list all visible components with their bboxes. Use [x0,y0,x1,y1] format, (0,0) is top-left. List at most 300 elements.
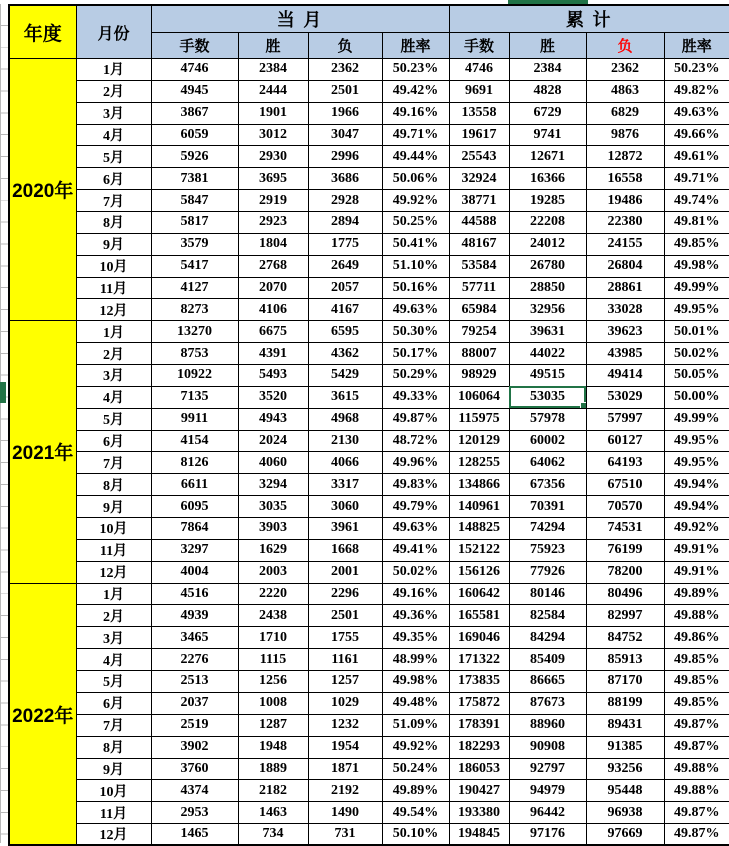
data-cell[interactable]: 3902 [151,736,238,758]
data-cell[interactable]: 48.72% [382,430,449,452]
month-cell[interactable]: 11月 [76,802,151,824]
data-cell[interactable]: 49.87% [664,714,729,736]
data-cell[interactable]: 80146 [509,583,586,605]
month-cell[interactable]: 12月 [76,824,151,846]
data-cell[interactable]: 49.33% [382,386,449,408]
data-cell[interactable]: 26804 [586,255,664,277]
data-cell[interactable]: 49.66% [664,124,729,146]
month-cell[interactable]: 9月 [76,233,151,255]
data-cell[interactable]: 1257 [308,671,382,693]
data-cell[interactable]: 77926 [509,561,586,583]
data-cell[interactable]: 4362 [308,343,382,365]
data-cell[interactable]: 49.83% [382,474,449,496]
data-cell[interactable]: 49.96% [382,452,449,474]
data-cell[interactable]: 2384 [509,59,586,81]
data-cell[interactable]: 2001 [308,561,382,583]
data-cell[interactable]: 49.98% [664,255,729,277]
data-cell[interactable]: 88199 [586,692,664,714]
data-cell[interactable]: 50.16% [382,277,449,299]
data-cell[interactable]: 28861 [586,277,664,299]
data-cell[interactable]: 49.85% [664,233,729,255]
data-cell[interactable]: 22380 [586,212,664,234]
data-cell[interactable]: 193380 [449,802,509,824]
data-cell[interactable]: 44022 [509,343,586,365]
data-cell[interactable]: 49.88% [664,780,729,802]
year-cell[interactable]: 2021年 [9,321,76,583]
data-cell[interactable]: 169046 [449,627,509,649]
data-cell[interactable]: 2384 [238,59,308,81]
data-cell[interactable]: 3867 [151,102,238,124]
data-cell[interactable]: 50.30% [382,321,449,343]
month-cell[interactable]: 5月 [76,146,151,168]
month-cell[interactable]: 7月 [76,190,151,212]
data-cell[interactable]: 4968 [308,408,382,430]
month-cell[interactable]: 4月 [76,124,151,146]
data-cell[interactable]: 49.91% [664,539,729,561]
month-cell[interactable]: 12月 [76,561,151,583]
group-header-cumulative[interactable]: 累 计 [449,5,729,33]
data-cell[interactable]: 19285 [509,190,586,212]
data-cell[interactable]: 79254 [449,321,509,343]
year-cell[interactable]: 2022年 [9,583,76,845]
data-cell[interactable]: 6675 [238,321,308,343]
data-cell[interactable]: 95448 [586,780,664,802]
data-cell[interactable]: 734 [238,824,308,846]
data-cell[interactable]: 49.85% [664,671,729,693]
data-cell[interactable]: 24012 [509,233,586,255]
data-cell[interactable]: 49.99% [664,277,729,299]
data-cell[interactable]: 4060 [238,452,308,474]
data-cell[interactable]: 2276 [151,649,238,671]
data-cell[interactable]: 48.99% [382,649,449,671]
data-cell[interactable]: 1463 [238,802,308,824]
data-cell[interactable]: 76199 [586,539,664,561]
data-cell[interactable]: 2024 [238,430,308,452]
data-cell[interactable]: 2501 [308,605,382,627]
current-winrate-header[interactable]: 胜率 [382,33,449,59]
data-cell[interactable]: 85913 [586,649,664,671]
data-cell[interactable]: 50.10% [382,824,449,846]
data-cell[interactable]: 28850 [509,277,586,299]
data-cell[interactable]: 49.82% [664,80,729,102]
data-cell[interactable]: 2930 [238,146,308,168]
data-cell[interactable]: 49.94% [664,496,729,518]
data-cell[interactable]: 182293 [449,736,509,758]
data-cell[interactable]: 93256 [586,758,664,780]
data-cell[interactable]: 3060 [308,496,382,518]
data-cell[interactable]: 160642 [449,583,509,605]
data-cell[interactable]: 44588 [449,212,509,234]
data-cell[interactable]: 49.92% [382,190,449,212]
data-cell[interactable]: 4167 [308,299,382,321]
data-cell[interactable]: 49.95% [664,452,729,474]
data-cell[interactable]: 49.48% [382,692,449,714]
data-cell[interactable]: 120129 [449,430,509,452]
data-cell[interactable]: 1710 [238,627,308,649]
data-cell[interactable]: 91385 [586,736,664,758]
data-cell[interactable]: 49.85% [664,649,729,671]
data-cell[interactable]: 88007 [449,343,509,365]
data-cell[interactable]: 3012 [238,124,308,146]
data-cell[interactable]: 10922 [151,365,238,387]
data-cell[interactable]: 49.92% [382,736,449,758]
data-cell[interactable]: 4127 [151,277,238,299]
month-cell[interactable]: 6月 [76,692,151,714]
data-cell[interactable]: 5429 [308,365,382,387]
data-cell[interactable]: 4066 [308,452,382,474]
data-cell[interactable]: 128255 [449,452,509,474]
data-cell[interactable]: 49.63% [664,102,729,124]
data-cell[interactable]: 3294 [238,474,308,496]
data-cell[interactable]: 2037 [151,692,238,714]
data-cell[interactable]: 1954 [308,736,382,758]
current-wins-header[interactable]: 胜 [238,33,308,59]
data-cell[interactable]: 178391 [449,714,509,736]
data-cell[interactable]: 9691 [449,80,509,102]
data-cell[interactable]: 49.36% [382,605,449,627]
data-cell[interactable]: 186053 [449,758,509,780]
data-cell[interactable]: 171322 [449,649,509,671]
data-cell[interactable]: 1804 [238,233,308,255]
data-cell[interactable]: 53035 [509,386,586,408]
data-cell[interactable]: 49.88% [664,605,729,627]
data-cell[interactable]: 1161 [308,649,382,671]
data-cell[interactable]: 51.10% [382,255,449,277]
data-cell[interactable]: 94979 [509,780,586,802]
data-cell[interactable]: 50.02% [664,343,729,365]
data-cell[interactable]: 49.35% [382,627,449,649]
data-cell[interactable]: 152122 [449,539,509,561]
month-cell[interactable]: 11月 [76,277,151,299]
data-cell[interactable]: 49515 [509,365,586,387]
data-cell[interactable]: 8273 [151,299,238,321]
month-cell[interactable]: 3月 [76,627,151,649]
data-cell[interactable]: 148825 [449,518,509,540]
month-cell[interactable]: 1月 [76,59,151,81]
data-cell[interactable]: 85409 [509,649,586,671]
data-cell[interactable]: 49.87% [382,408,449,430]
data-cell[interactable]: 49.41% [382,539,449,561]
data-cell[interactable]: 175872 [449,692,509,714]
data-cell[interactable]: 82997 [586,605,664,627]
data-cell[interactable]: 32924 [449,168,509,190]
data-cell[interactable]: 3686 [308,168,382,190]
data-cell[interactable]: 49.92% [664,518,729,540]
data-cell[interactable]: 3465 [151,627,238,649]
data-cell[interactable]: 4154 [151,430,238,452]
data-cell[interactable]: 98929 [449,365,509,387]
data-cell[interactable]: 50.05% [664,365,729,387]
data-cell[interactable]: 49.61% [664,146,729,168]
data-cell[interactable]: 50.06% [382,168,449,190]
data-cell[interactable]: 1008 [238,692,308,714]
data-cell[interactable]: 88960 [509,714,586,736]
data-cell[interactable]: 1465 [151,824,238,846]
data-cell[interactable]: 731 [308,824,382,846]
data-cell[interactable]: 50.02% [382,561,449,583]
data-cell[interactable]: 49.63% [382,518,449,540]
data-cell[interactable]: 49.85% [664,692,729,714]
data-cell[interactable]: 96938 [586,802,664,824]
data-cell[interactable]: 6829 [586,102,664,124]
data-cell[interactable]: 12671 [509,146,586,168]
data-cell[interactable]: 53029 [586,386,664,408]
data-cell[interactable]: 50.17% [382,343,449,365]
month-cell[interactable]: 6月 [76,430,151,452]
data-cell[interactable]: 3520 [238,386,308,408]
data-cell[interactable]: 194845 [449,824,509,846]
data-cell[interactable]: 60127 [586,430,664,452]
data-cell[interactable]: 39623 [586,321,664,343]
data-cell[interactable]: 5847 [151,190,238,212]
data-cell[interactable]: 8126 [151,452,238,474]
data-cell[interactable]: 49.95% [664,299,729,321]
data-cell[interactable]: 49.74% [664,190,729,212]
data-cell[interactable]: 90908 [509,736,586,758]
data-cell[interactable]: 4945 [151,80,238,102]
current-lots-header[interactable]: 手数 [151,33,238,59]
month-cell[interactable]: 6月 [76,168,151,190]
data-cell[interactable]: 5417 [151,255,238,277]
data-cell[interactable]: 75923 [509,539,586,561]
data-cell[interactable]: 70391 [509,496,586,518]
data-cell[interactable]: 49.71% [382,124,449,146]
data-cell[interactable]: 67356 [509,474,586,496]
data-cell[interactable]: 6729 [509,102,586,124]
month-cell[interactable]: 3月 [76,102,151,124]
year-header-cell[interactable]: 年度 [9,5,76,59]
data-cell[interactable]: 2768 [238,255,308,277]
data-cell[interactable]: 74294 [509,518,586,540]
data-cell[interactable]: 2296 [308,583,382,605]
data-cell[interactable]: 1668 [308,539,382,561]
data-cell[interactable]: 60002 [509,430,586,452]
data-cell[interactable]: 57978 [509,408,586,430]
data-cell[interactable]: 50.01% [664,321,729,343]
data-cell[interactable]: 1901 [238,102,308,124]
data-cell[interactable]: 6059 [151,124,238,146]
data-cell[interactable]: 1287 [238,714,308,736]
month-cell[interactable]: 4月 [76,386,151,408]
data-cell[interactable]: 7381 [151,168,238,190]
data-cell[interactable]: 32956 [509,299,586,321]
data-cell[interactable]: 3760 [151,758,238,780]
data-cell[interactable]: 74531 [586,518,664,540]
data-cell[interactable]: 49.99% [664,408,729,430]
month-cell[interactable]: 2月 [76,80,151,102]
month-cell[interactable]: 3月 [76,365,151,387]
data-cell[interactable]: 48167 [449,233,509,255]
data-cell[interactable]: 16366 [509,168,586,190]
data-cell[interactable]: 53584 [449,255,509,277]
cumulative-losses-header[interactable]: 负 [586,33,664,59]
month-cell[interactable]: 8月 [76,212,151,234]
data-cell[interactable]: 50.23% [664,59,729,81]
month-cell[interactable]: 11月 [76,539,151,561]
data-cell[interactable]: 1490 [308,802,382,824]
data-cell[interactable]: 1629 [238,539,308,561]
data-cell[interactable]: 2362 [308,59,382,81]
data-cell[interactable]: 2003 [238,561,308,583]
data-cell[interactable]: 5817 [151,212,238,234]
cumulative-winrate-header[interactable]: 胜率 [664,33,729,59]
data-cell[interactable]: 78200 [586,561,664,583]
data-cell[interactable]: 49.63% [382,299,449,321]
data-cell[interactable]: 4391 [238,343,308,365]
data-cell[interactable]: 156126 [449,561,509,583]
data-cell[interactable]: 49.89% [664,583,729,605]
month-cell[interactable]: 1月 [76,321,151,343]
data-cell[interactable]: 4516 [151,583,238,605]
data-cell[interactable]: 50.00% [664,386,729,408]
group-header-current-month[interactable]: 当 月 [151,5,449,33]
data-cell[interactable]: 1232 [308,714,382,736]
data-cell[interactable]: 1889 [238,758,308,780]
data-cell[interactable]: 2513 [151,671,238,693]
data-cell[interactable]: 1871 [308,758,382,780]
data-cell[interactable]: 3961 [308,518,382,540]
data-cell[interactable]: 6611 [151,474,238,496]
data-cell[interactable]: 97669 [586,824,664,846]
data-cell[interactable]: 49.87% [664,802,729,824]
data-cell[interactable]: 1029 [308,692,382,714]
month-cell[interactable]: 8月 [76,474,151,496]
cumulative-wins-header[interactable]: 胜 [509,33,586,59]
data-cell[interactable]: 9741 [509,124,586,146]
data-cell[interactable]: 57711 [449,277,509,299]
data-cell[interactable]: 49.95% [664,430,729,452]
data-cell[interactable]: 50.29% [382,365,449,387]
data-cell[interactable]: 2130 [308,430,382,452]
data-cell[interactable]: 4374 [151,780,238,802]
data-cell[interactable]: 67510 [586,474,664,496]
month-cell[interactable]: 5月 [76,408,151,430]
data-cell[interactable]: 3579 [151,233,238,255]
data-cell[interactable]: 49414 [586,365,664,387]
data-cell[interactable]: 165581 [449,605,509,627]
month-cell[interactable]: 10月 [76,518,151,540]
data-cell[interactable]: 3047 [308,124,382,146]
data-cell[interactable]: 49.98% [382,671,449,693]
data-cell[interactable]: 49.44% [382,146,449,168]
data-cell[interactable]: 49.87% [664,736,729,758]
data-cell[interactable]: 49.79% [382,496,449,518]
data-cell[interactable]: 49.86% [664,627,729,649]
data-cell[interactable]: 106064 [449,386,509,408]
data-cell[interactable]: 4106 [238,299,308,321]
data-cell[interactable]: 38771 [449,190,509,212]
data-cell[interactable]: 1948 [238,736,308,758]
data-cell[interactable]: 2501 [308,80,382,102]
data-cell[interactable]: 49.54% [382,802,449,824]
data-cell[interactable]: 33028 [586,299,664,321]
data-cell[interactable]: 16558 [586,168,664,190]
data-cell[interactable]: 2919 [238,190,308,212]
data-cell[interactable]: 4863 [586,80,664,102]
data-cell[interactable]: 64193 [586,452,664,474]
data-cell[interactable]: 92797 [509,758,586,780]
data-cell[interactable]: 140961 [449,496,509,518]
data-cell[interactable]: 3903 [238,518,308,540]
data-cell[interactable]: 6595 [308,321,382,343]
data-cell[interactable]: 87673 [509,692,586,714]
data-cell[interactable]: 43985 [586,343,664,365]
data-cell[interactable]: 2649 [308,255,382,277]
data-cell[interactable]: 115975 [449,408,509,430]
data-cell[interactable]: 3035 [238,496,308,518]
data-cell[interactable]: 1775 [308,233,382,255]
data-cell[interactable]: 2438 [238,605,308,627]
data-cell[interactable]: 9876 [586,124,664,146]
data-cell[interactable]: 87170 [586,671,664,693]
month-cell[interactable]: 7月 [76,714,151,736]
data-cell[interactable]: 1966 [308,102,382,124]
data-cell[interactable]: 6095 [151,496,238,518]
data-cell[interactable]: 4943 [238,408,308,430]
data-cell[interactable]: 64062 [509,452,586,474]
current-losses-header[interactable]: 负 [308,33,382,59]
month-cell[interactable]: 9月 [76,496,151,518]
data-cell[interactable]: 57997 [586,408,664,430]
data-cell[interactable]: 49.94% [664,474,729,496]
data-cell[interactable]: 2070 [238,277,308,299]
data-cell[interactable]: 2362 [586,59,664,81]
data-cell[interactable]: 49.16% [382,102,449,124]
data-cell[interactable]: 84752 [586,627,664,649]
data-cell[interactable]: 19486 [586,190,664,212]
data-cell[interactable]: 2444 [238,80,308,102]
cumulative-lots-header[interactable]: 手数 [449,33,509,59]
month-cell[interactable]: 5月 [76,671,151,693]
data-cell[interactable]: 173835 [449,671,509,693]
data-cell[interactable]: 26780 [509,255,586,277]
data-cell[interactable]: 4828 [509,80,586,102]
data-cell[interactable]: 2953 [151,802,238,824]
data-cell[interactable]: 7135 [151,386,238,408]
data-cell[interactable]: 2057 [308,277,382,299]
data-cell[interactable]: 3317 [308,474,382,496]
data-cell[interactable]: 24155 [586,233,664,255]
data-cell[interactable]: 96442 [509,802,586,824]
data-cell[interactable]: 5493 [238,365,308,387]
data-cell[interactable]: 1755 [308,627,382,649]
data-cell[interactable]: 9911 [151,408,238,430]
data-cell[interactable]: 13558 [449,102,509,124]
data-cell[interactable]: 39631 [509,321,586,343]
year-cell[interactable]: 2020年 [9,59,76,321]
data-cell[interactable]: 19617 [449,124,509,146]
month-cell[interactable]: 2月 [76,343,151,365]
data-cell[interactable]: 89431 [586,714,664,736]
data-cell[interactable]: 49.71% [664,168,729,190]
month-cell[interactable]: 2月 [76,605,151,627]
data-cell[interactable]: 2996 [308,146,382,168]
data-cell[interactable]: 49.88% [664,758,729,780]
data-cell[interactable]: 12872 [586,146,664,168]
month-cell[interactable]: 7月 [76,452,151,474]
data-cell[interactable]: 25543 [449,146,509,168]
data-cell[interactable]: 86665 [509,671,586,693]
data-cell[interactable]: 134866 [449,474,509,496]
data-cell[interactable]: 2220 [238,583,308,605]
data-cell[interactable]: 50.24% [382,758,449,780]
month-cell[interactable]: 8月 [76,736,151,758]
data-cell[interactable]: 4939 [151,605,238,627]
month-cell[interactable]: 10月 [76,780,151,802]
month-cell[interactable]: 1月 [76,583,151,605]
data-cell[interactable]: 8753 [151,343,238,365]
data-cell[interactable]: 2182 [238,780,308,802]
